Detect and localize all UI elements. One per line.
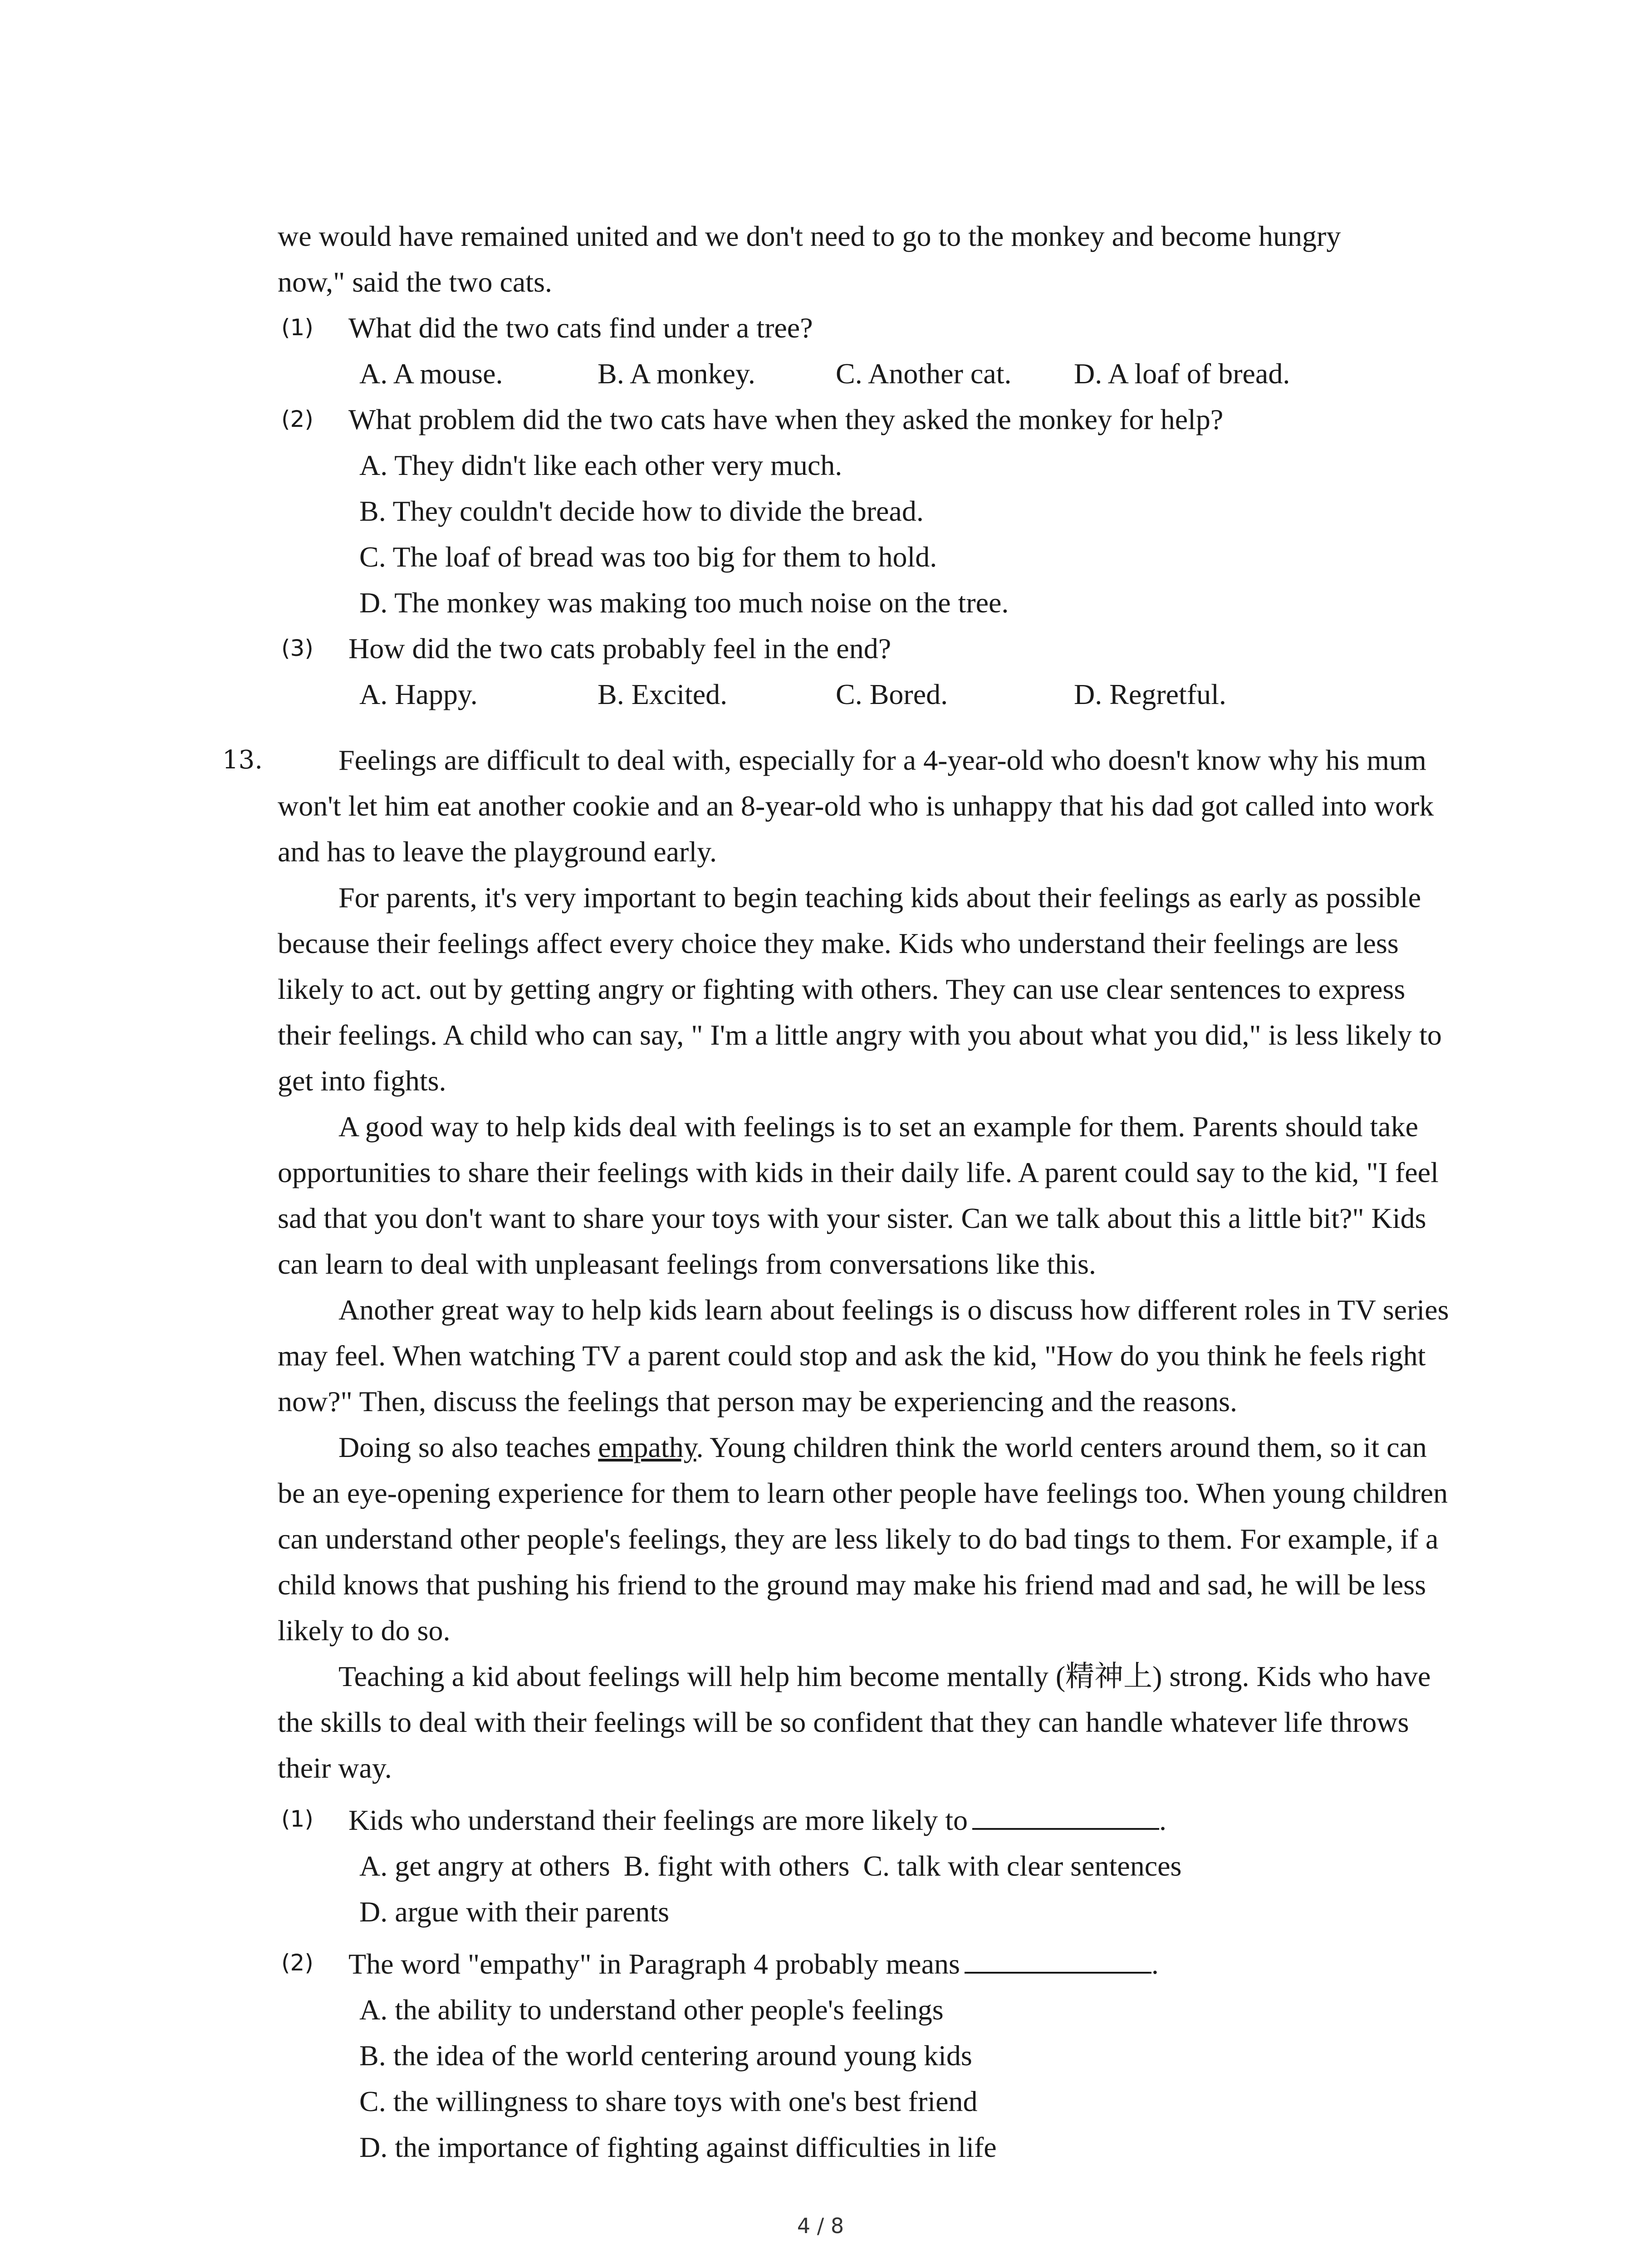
question-text: How did the two cats probably feel in the end? xyxy=(348,632,892,665)
paragraph-5-start: Doing so also teaches xyxy=(338,1431,598,1463)
option-d: D. the importance of fighting against difficulties in life xyxy=(359,2131,997,2163)
paragraph-3: A good way to help kids deal with feelings is to set an example for them. Parents should take opportunities to share their feelings with kids in their daily life. A parent could say to the kid, "I feel sad that you don't want to share your toys with your sister. Can we talk about this a little bit?" Kids can learn to deal with unpleasant feelings from conversations like this. xyxy=(278,1110,1439,1280)
page-content xyxy=(222,213,1457,2170)
option-b: B. A monkey. xyxy=(598,357,755,390)
option-b: B. Excited. xyxy=(598,678,728,710)
question-text: The word "empathy" in Paragraph 4 probably means xyxy=(348,1948,960,1980)
passage-line: now," said the two cats. xyxy=(278,266,552,298)
question-number: (2) xyxy=(281,1950,314,1976)
option-d: D. The monkey was making too much noise on the tree. xyxy=(359,587,1009,619)
question-end: . xyxy=(1151,1948,1159,1980)
paragraph-4: Another great way to help kids learn about feelings is o discuss how different roles in TV series may feel. When watching TV a parent could stop and ask the kid, "How do you think he feels right now?" Then, discuss the feelings that person may be experiencing and the reasons. xyxy=(278,1294,1449,1418)
option-d: D. Regretful. xyxy=(1074,678,1226,710)
options-row xyxy=(278,671,1457,717)
passage-line: we would have remained united and we don't need to go to the monkey and become hungry xyxy=(278,220,1341,252)
options-row xyxy=(278,351,1457,396)
option-c: C. The loaf of bread was too big for them to hold. xyxy=(359,541,937,573)
question-text: Kids who understand their feelings are more likely to xyxy=(348,1804,968,1836)
option-a: A. get angry at others xyxy=(359,1850,610,1882)
page-number: 4 / 8 xyxy=(797,2214,844,2238)
paragraph-6: Teaching a kid about feelings will help him become mentally (精神上) strong. Kids who have the skills to deal with their feelings will be so confident that they can handle whatever life throws their way. xyxy=(278,1660,1431,1784)
question-12-2 xyxy=(278,396,1457,442)
question-number: (1) xyxy=(281,314,314,341)
option-c: C. Another cat. xyxy=(836,357,1012,390)
question-13-1 xyxy=(278,1796,1457,1843)
question-12-3 xyxy=(278,626,1457,671)
option-c: C. Bored. xyxy=(836,678,948,710)
option-a: A. They didn't like each other very much. xyxy=(359,449,843,481)
paragraph-5 xyxy=(278,1424,1457,1653)
paragraph-2: For parents, it's very important to begin teaching kids about their feelings as early as possible because their feelings affect every choice they make. Kids who understand their feelings are less likely to act. out by getting angry or fighting with others. They can use clear sentences to express their feelings. A child who can say, " I'm a little angry with you about what you did," is less likely to get into fights. xyxy=(278,881,1442,1097)
item-13 xyxy=(222,737,1457,2170)
question-end: . xyxy=(1159,1804,1166,1836)
paragraph-1: Feelings are difficult to deal with, especially for a 4-year-old who doesn't know why his mum won't let him eat another cookie and an 8-year-old who is unhappy that his dad got called into work and has to leave the playground early. xyxy=(278,744,1434,868)
option-b: B. They couldn't decide how to divide the bread. xyxy=(359,495,924,527)
option-d: D. A loaf of bread. xyxy=(1074,357,1290,390)
option-c: C. the willingness to share toys with one's best friend xyxy=(359,2085,978,2117)
question-number: (3) xyxy=(281,635,314,661)
options-row xyxy=(278,1843,1457,1889)
question-13-2 xyxy=(278,1940,1457,1987)
answer-blank[interactable] xyxy=(965,1940,1151,1974)
question-text: What did the two cats find under a tree? xyxy=(348,312,813,344)
question-number: (1) xyxy=(281,1806,314,1832)
underlined-word: empathy xyxy=(598,1431,696,1463)
option-a: A. Happy. xyxy=(359,678,478,710)
answer-blank[interactable] xyxy=(972,1796,1159,1830)
question-number: (2) xyxy=(281,406,314,432)
option-d: D. argue with their parents xyxy=(359,1896,670,1928)
item-number: 13. xyxy=(222,745,263,775)
question-text: What problem did the two cats have when they asked the monkey for help? xyxy=(348,403,1224,435)
option-b: B. fight with others xyxy=(623,1850,850,1882)
question-12-1 xyxy=(278,305,1457,351)
option-b: B. the idea of the world centering around young kids xyxy=(359,2039,972,2072)
option-a: A. the ability to understand other people's feelings xyxy=(359,1994,944,2026)
paragraph-5-rest: . Young children think the world centers around them, so it can be an eye-opening experience for them to learn other people have feelings too. When young children can understand other people's feelings, they are less likely to do bad tings to them. For example, if a child knows that pushing his friend to the ground may make his friend mad and sad, he will be less likely to do so. xyxy=(278,1431,1448,1647)
option-a: A. A mouse. xyxy=(359,357,503,390)
option-c: C. talk with clear sentences xyxy=(863,1850,1182,1882)
